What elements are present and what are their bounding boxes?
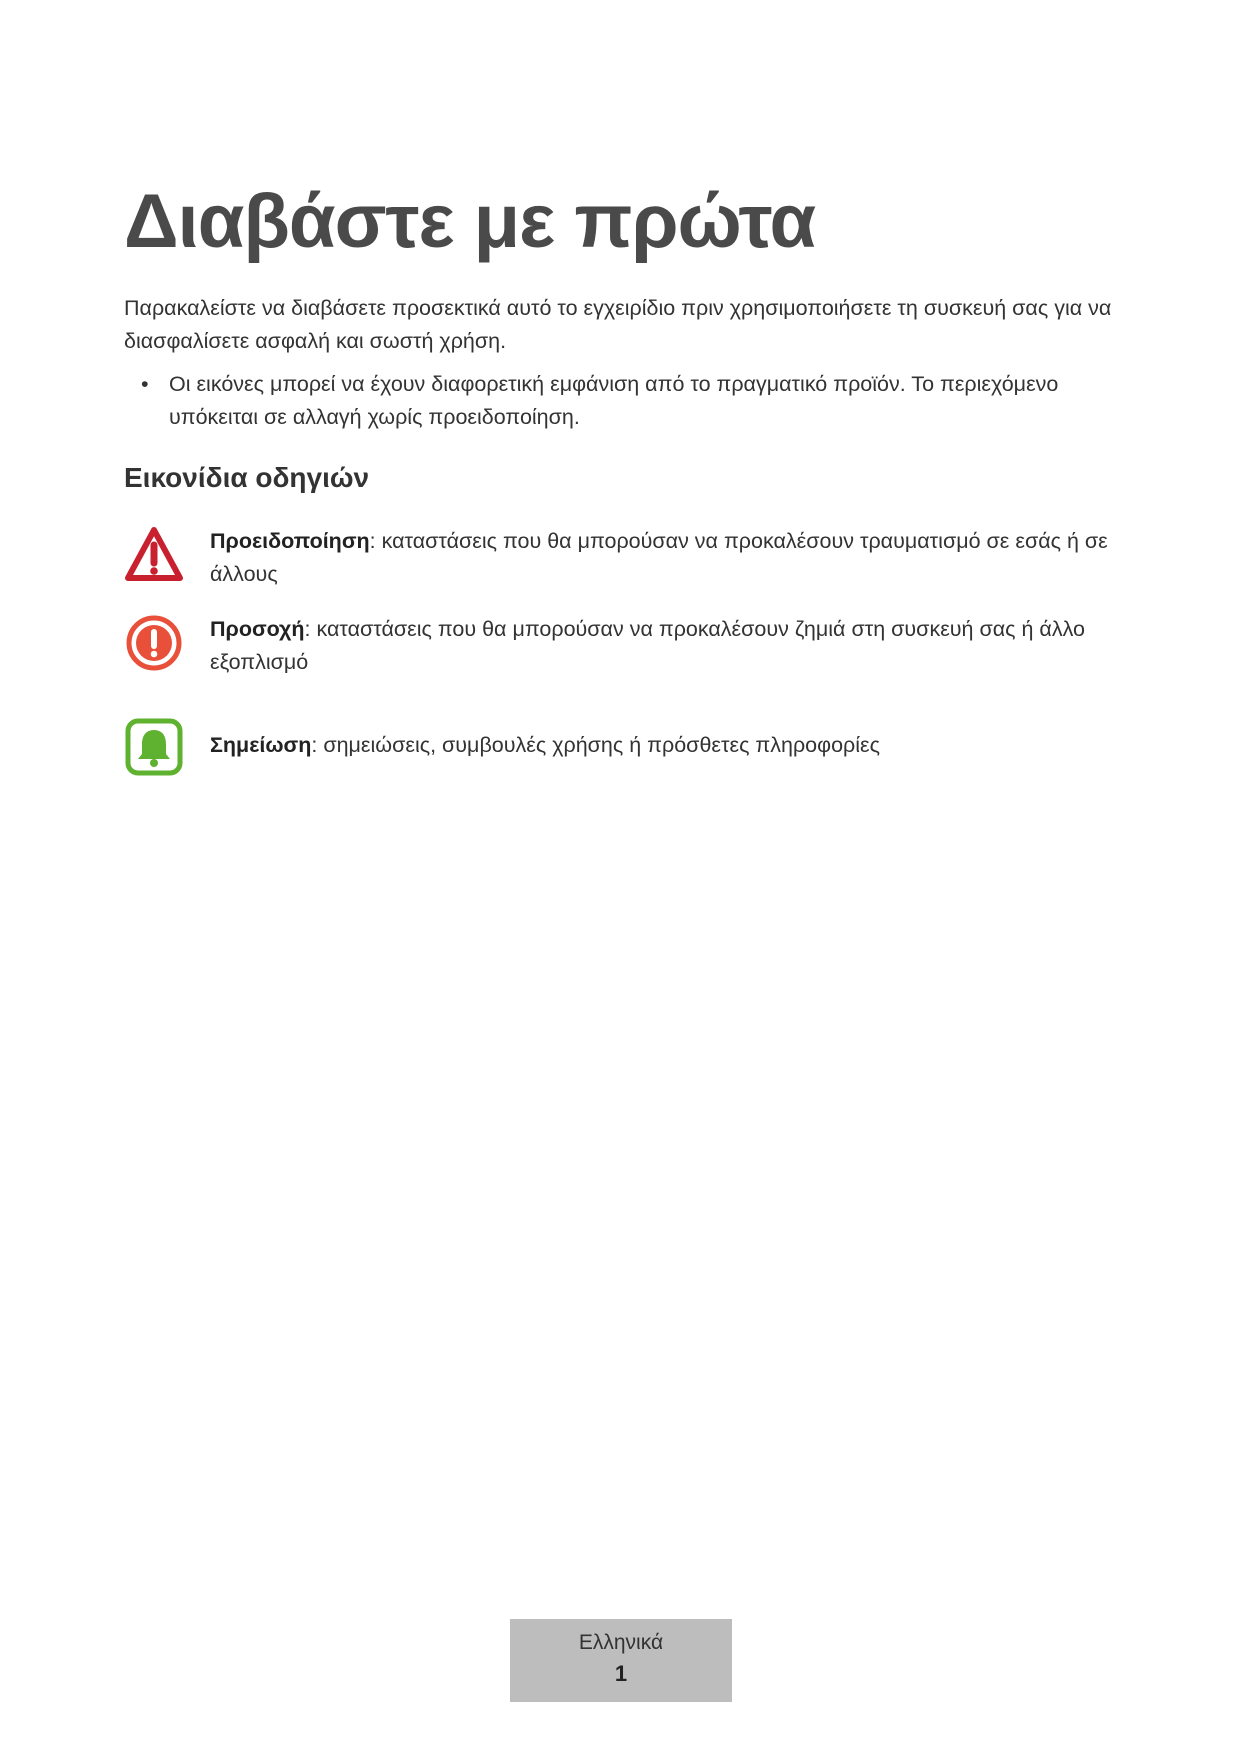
- instruction-desc-caution: : καταστάσεις που θα μπορούσαν να προκαλέσουν ζημιά στη συσκευή σας ή άλλο εξοπλισμό: [210, 617, 1085, 674]
- bullet-item: [124, 368, 1124, 434]
- page-footer: [510, 1619, 732, 1702]
- instruction-desc-note: : σημειώσεις, συμβουλές χρήσης ή πρόσθετες πληροφορίες: [311, 733, 880, 757]
- caution-circle-icon: [124, 613, 184, 673]
- instruction-text-warning: [210, 525, 1130, 591]
- instruction-term-caution: Προσοχή: [210, 617, 305, 641]
- warning-triangle-icon: [124, 525, 184, 585]
- section-heading-instruction-icons: Εικονίδια οδηγιών: [124, 462, 370, 493]
- footer-language: Ελληνικά: [578, 1631, 664, 1654]
- intro-paragraph: Παρακαλείστε να διαβάσετε προσεκτικά αυτό το εγχειρίδιο πριν χρησιμοποιήσετε τη συσκευή σας για να διασφαλίσετε ασφαλή και σωστή χρήση.: [124, 296, 1112, 353]
- instruction-desc-warning: : καταστάσεις που θα μπορούσαν να προκαλέσουν τραυματισμό σε εσάς ή σε άλλους: [210, 529, 1108, 586]
- page-title: Διαβάστε με πρώτα: [124, 179, 816, 264]
- instruction-term-note: Σημείωση: [210, 733, 312, 757]
- instruction-text-note: [210, 729, 1130, 762]
- bullet-marker: •: [141, 372, 149, 396]
- instruction-term-warning: Προειδοποίηση: [210, 529, 370, 553]
- page-number: 1: [614, 1661, 628, 1686]
- bullet-text: Οι εικόνες μπορεί να έχουν διαφορετική εμφάνιση από το πραγματικό προϊόν. Το περιεχόμενο υπόκειται σε αλλαγή χωρίς προειδοποίηση.: [169, 372, 1059, 429]
- instruction-text-caution: [210, 613, 1130, 679]
- note-bell-icon: [124, 717, 184, 777]
